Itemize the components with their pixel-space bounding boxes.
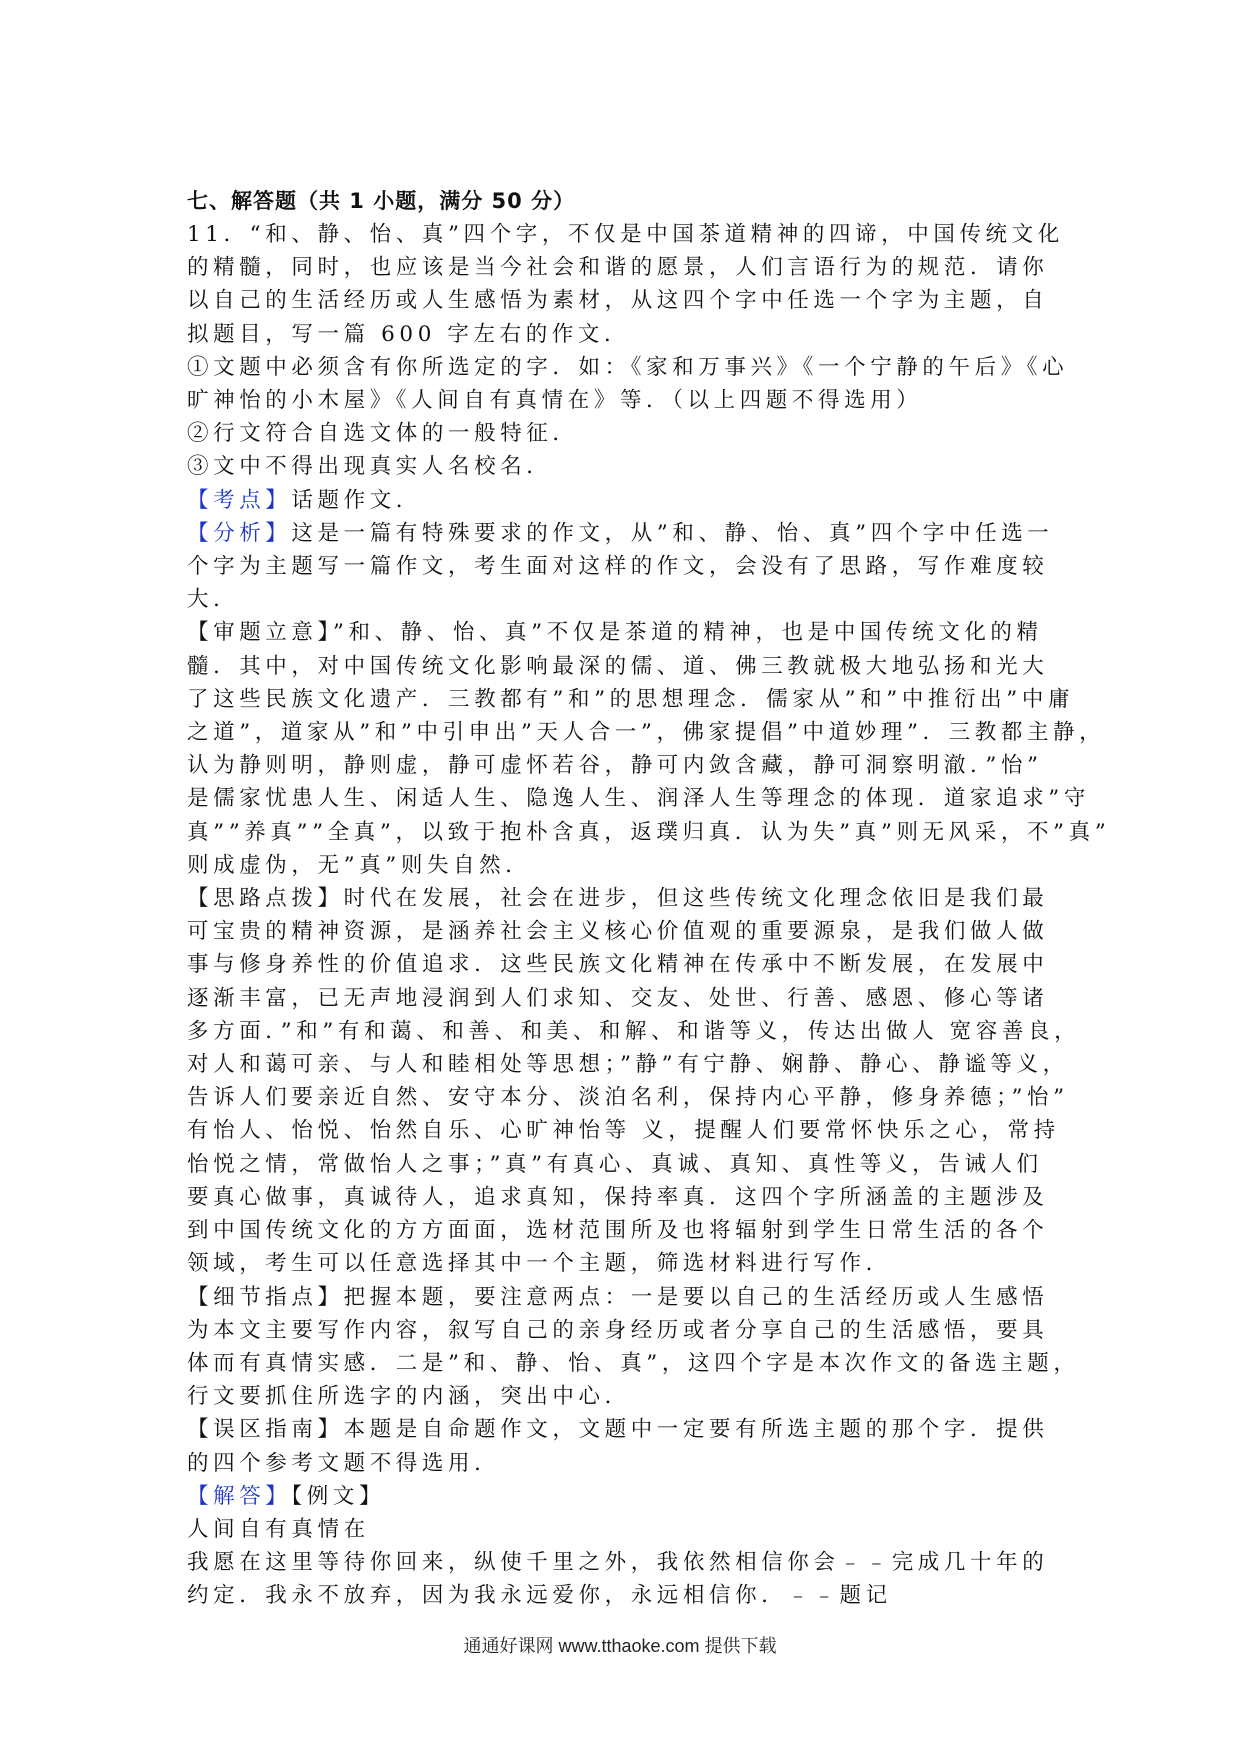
xijie-line: 体而有真情实感．二是”和、静、怡、真”，这四个字是本次作文的备选主题，: [187, 1350, 1080, 1376]
question-line: 拟题目，写一篇 600 字左右的作文．: [187, 321, 631, 347]
silu-line: 多方面．”和”有和蔼、和善、和美、和解、和谐等义，传达出做人 宽容善良，: [187, 1018, 1081, 1044]
document-body: [187, 184, 1111, 1613]
question-block: [187, 218, 1069, 484]
kaodian-line: [187, 484, 1057, 517]
shenti-line: 则成虚伪，无”真”则失自然．: [187, 852, 532, 878]
question-line: 11．“和、静、怡、真”四个字，不仅是中国茶道精神的四谛，中国传统文化: [187, 222, 1064, 247]
silu-line: 告诉人们要亲近自然、安守本分、淡泊名利，保持内心平静，修身养德；”怡”: [187, 1085, 1069, 1111]
wuqu-line: 的四个参考文题不得选用．: [187, 1450, 501, 1476]
shenti-line: 真””养真””全真”，以致于抱朴含真，返璞归真．认为失”真”则无风采，不”真”: [187, 819, 1111, 845]
silu-line: 有怡人、怡悦、怡然自乐、心旷神怡等 义，提醒人们要常怀快乐之心，常持: [187, 1118, 1060, 1144]
requirement-1-line: 旷神怡的小木屋》《人间自有真情在》等．（以上四题不得选用）: [187, 388, 923, 414]
essay-title: 人间自有真情在: [187, 1516, 370, 1542]
wuqu-line: 【误区指南】本题是自命题作文，文题中一定要有所选主题的那个字．提供: [187, 1417, 1049, 1443]
wuqu-block: [187, 1413, 1057, 1479]
kaodian-text: 话题作文．: [291, 487, 422, 513]
shenti-line: 髓．其中，对中国传统文化影响最深的儒、道、佛三教就极大地弘扬和光大: [187, 653, 1049, 679]
fenxi-line: 大．: [187, 587, 240, 613]
xijie-block: [187, 1281, 1080, 1414]
jieda-tag: 【解答】: [187, 1483, 292, 1509]
fenxi-block: [187, 517, 1057, 617]
requirement-2-line: ②行文符合自选文体的一般特征．: [187, 421, 579, 447]
kaodian-tag: 【考点】: [187, 487, 292, 513]
jieda-line: [187, 1480, 1057, 1513]
silu-line: 可宝贵的精神资源，是涵养社会主义核心价值观的重要源泉，是我们做人做: [187, 919, 1049, 945]
silu-line: 要真心做事，真诚待人，追求真知，保持率真．这四个字所涵盖的主题涉及: [187, 1184, 1049, 1210]
section-heading: 七、解答题（共 1 小题，满分 50 分）: [187, 189, 576, 213]
fenxi-line: [187, 517, 1057, 550]
shenti-line: 之道”，道家从”和”中引申出”天人合一”，佛家提倡”中道妙理”．三教都主静，: [187, 720, 1106, 746]
essay-line: 我愿在这里等待你回来，纵使千里之外，我依然相信你会﹣﹣完成几十年的: [187, 1550, 1049, 1576]
requirement-3-line: ③文中不得出现真实人名校名．: [187, 454, 553, 480]
silu-line: 逐渐丰富，已无声地浸润到人们求知、交友、处世、行善、感恩、修心等诸: [187, 985, 1049, 1011]
silu-line: 领域，考生可以任意选择其中一个主题，筛选材料进行写作．: [187, 1251, 892, 1277]
essay-line: 约定．我永不放弃，因为我永远爱你，永远相信你．﹣﹣题记: [187, 1583, 892, 1609]
silu-line: 对人和蔼可亲、与人和睦相处等思想；”静”有宁静、娴静、静心、静谧等义，: [187, 1052, 1069, 1078]
shenti-line: 认为静则明，静则虚，静可虚怀若谷，静可内敛含藏，静可洞察明澈．”怡”: [187, 753, 1043, 779]
footer-text: 通通好课网 www.tthaoke.com 提供下载: [463, 1636, 777, 1656]
fenxi-tag: 【分析】: [187, 520, 292, 546]
silu-line: 到中国传统文化的方方面面，选材范围所及也将辐射到学生日常生活的各个: [187, 1218, 1049, 1244]
silu-line: 事与修身养性的价值追求．这些民族文化精神在传承中不断发展，在发展中: [187, 952, 1049, 978]
jieda-text: 【例文】: [291, 1483, 386, 1509]
fenxi-line: 个字为主题写一篇作文，考生面对这样的作文，会没有了思路，写作难度较: [187, 554, 1049, 580]
question-line: 以自己的生活经历或人生感悟为素材，从这四个字中任选一个字为主题，自: [187, 288, 1049, 314]
fenxi-text: 这是一篇有特殊要求的作文，从”和、静、怡、真”四个字中任选一: [291, 520, 1054, 546]
shenti-line: 是儒家忧患人生、闲适人生、隐逸人生、润泽人生等理念的体现．道家追求”守: [187, 786, 1090, 812]
silu-line: 怡悦之情，常做怡人之事；”真”有真心、真诚、真知、真性等义，告诫人们: [187, 1151, 1043, 1177]
silu-line: 【思路点拨】时代在发展，社会在进步，但这些传统文化理念依旧是我们最: [187, 886, 1049, 912]
xijie-line: 行文要抓住所选字的内涵，突出中心．: [187, 1384, 631, 1410]
question-line: 的精髓，同时，也应该是当今社会和谐的愿景，人们言语行为的规范．请你: [187, 255, 1049, 281]
silu-block: [187, 882, 1081, 1280]
shenti-line: 【审题立意】”和、静、怡、真”不仅是茶道的精神，也是中国传统文化的精: [187, 620, 1043, 646]
essay-block: [187, 1513, 1057, 1613]
shenti-line: 了这些民族文化遗产．三教都有”和”的思想理念．儒家从”和”中推衍出”中庸: [187, 686, 1075, 712]
xijie-line: 【细节指点】把握本题，要注意两点：一是要以自己的生活经历或人生感悟: [187, 1284, 1049, 1310]
shenti-block: [187, 616, 1111, 882]
xijie-line: 为本文主要写作内容，叙写自己的亲身经历或者分享自己的生活感悟，要具: [187, 1317, 1049, 1343]
requirement-1-line: ①文题中必须含有你所选定的字．如：《家和万事兴》《一个宁静的午后》《心: [187, 354, 1069, 380]
